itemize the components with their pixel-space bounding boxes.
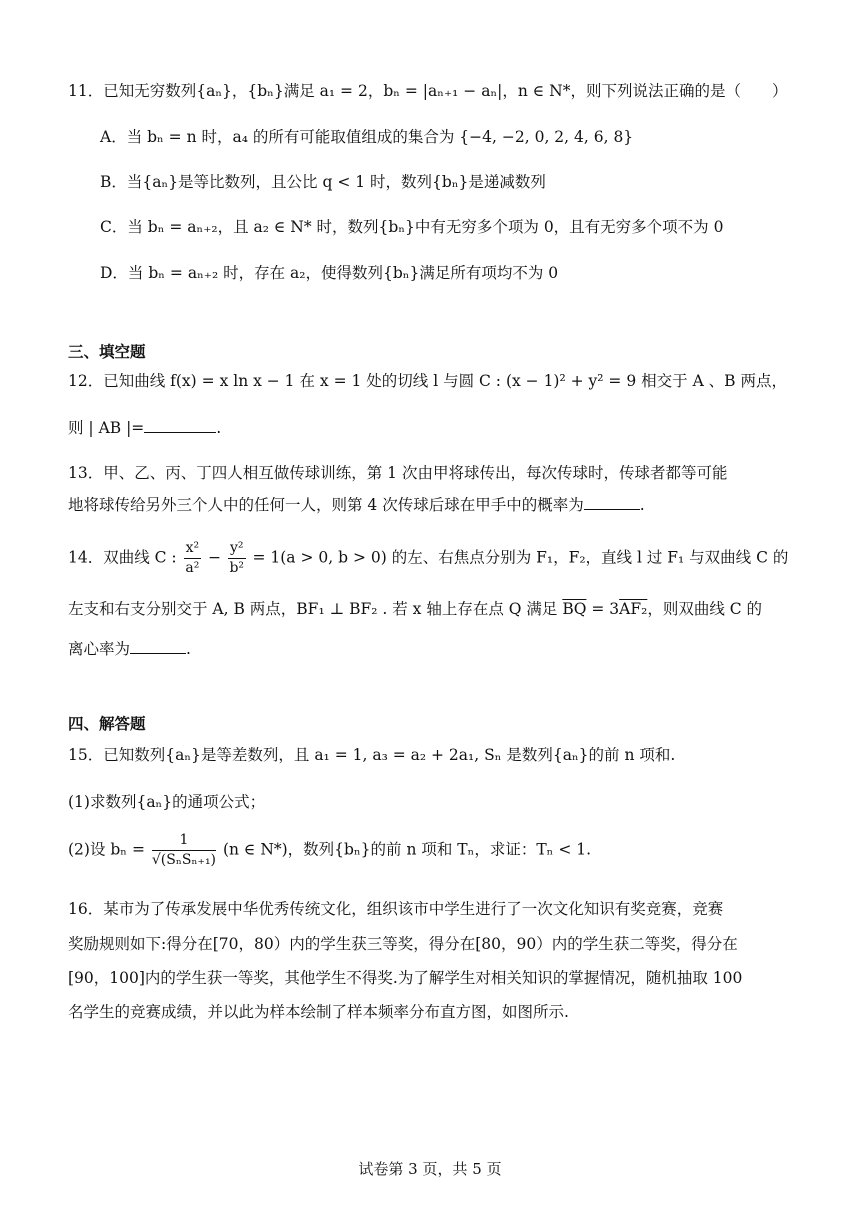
q13-line1: 13．甲、乙、丙、丁四人相互做传球训练，第 1 次由甲将球传出，每次传球时，传球者都等可能 xyxy=(68,464,728,482)
q14-fraction-y xyxy=(228,540,246,577)
q14-minus: − xyxy=(208,548,222,567)
q15-part2 xyxy=(68,832,591,869)
q15-part2-prefix: (2)设 bₙ = xyxy=(68,840,145,859)
q12-line1: 12．已知曲线 f(x) = x ln x − 1 在 x = 1 处的切线 l 与圆 C : (x − 1)² + y² = 9 相交于 A 、B 两点， xyxy=(68,372,788,390)
q16-line3: [90，100]内的学生获一等奖，其他学生不得奖.为了解学生对相关知识的掌握情况，随机抽取 100 xyxy=(68,969,743,987)
q13-line2 xyxy=(68,497,645,514)
q14-fraction-x xyxy=(184,540,202,577)
q16-line4: 名学生的竞赛成绩，并以此为样本绘制了样本频率分布直方图，如图所示. xyxy=(68,1003,569,1021)
q11-option-c: C．当 bₙ = aₙ₊₂，且 a₂ ∈ N* 时，数列{bₙ}中有无穷多个项为 0，且有无穷多个项不为 0 xyxy=(100,218,724,236)
q14-line1 xyxy=(68,540,788,577)
q15-part1: (1)求数列{aₙ}的通项公式； xyxy=(68,793,266,811)
q14-answer-blank xyxy=(130,641,186,654)
q14-line2 xyxy=(68,602,762,618)
q13-prefix: 地将球传给另外三个人中的任何一人，则第 4 次传球后球在甲手中的概率为 xyxy=(68,496,584,514)
q16-line1: 16．某市为了传承发展中华优秀传统文化，组织该市中学生进行了一次文化知识有奖竞赛，竞赛 xyxy=(68,900,724,918)
q15-fraction xyxy=(152,832,216,869)
q12-prefix: 则 | AB |= xyxy=(68,419,145,437)
q15-part2-rest: (n ∈ N*)，数列{bₙ}的前 n 项和 Tₙ，求证：Tₙ < 1. xyxy=(222,840,592,859)
q11-option-b: B．当{aₙ}是等比数列，且公比 q < 1 时，数列{bₙ}是递减数列 xyxy=(100,173,546,191)
q14-line2-end: ，则双曲线 C 的 xyxy=(647,600,763,618)
q12-line2 xyxy=(68,420,221,437)
q11-option-a: A．当 bₙ = n 时，a₄ 的所有可能取值组成的集合为 {−4, −2, 0, 2, 4, 6, 8} xyxy=(100,128,634,146)
q14-frac1-den: a² xyxy=(185,559,200,576)
q14-line3 xyxy=(68,641,191,658)
q15-frac-num: 1 xyxy=(152,832,216,851)
q14-vector-bq: $\overline{BQ}$ xyxy=(562,600,587,618)
q11-option-d: D．当 bₙ = aₙ₊₂ 时，存在 a₂，使得数列{bₙ}满足所有项均不为 0 xyxy=(100,264,559,282)
q14-frac2-num: y² xyxy=(228,540,246,559)
q16-line2: 奖励规则如下:得分在[70，80）内的学生获三等奖，得分在[80，90）内的学生获二等奖，得分在 xyxy=(68,935,738,953)
q13-answer-blank xyxy=(584,497,640,510)
section-answer-title: 四、解答题 xyxy=(68,714,146,733)
q15-frac-den: √(SₙSₙ₊₁) xyxy=(151,851,217,868)
q12-answer-blank xyxy=(144,420,216,433)
q15-line1: 15．已知数列{aₙ}是等差数列，且 a₁ = 1, a₃ = a₂ + 2a₁, Sₙ 是数列{aₙ}的前 n 项和. xyxy=(68,746,676,764)
q14-frac1-num: x² xyxy=(184,540,202,559)
q14-period: . xyxy=(186,640,191,658)
page-footer: 试卷第 3 页，共 5 页 xyxy=(358,1160,502,1178)
q14-line2-start: 左支和右支分别交于 A, B 两点，BF₁ ⊥ BF₂ . 若 x 轴上存在点 Q 满足 xyxy=(68,600,558,618)
q14-line1-rest: = 1(a > 0, b > 0) 的左、右焦点分别为 F₁，F₂，直线 l 过 F₁ 与双曲线 C 的 xyxy=(252,548,789,567)
q12-period: . xyxy=(216,419,222,437)
q14-line3-prefix: 离心率为 xyxy=(68,640,131,658)
section-fill-in-title: 三、填空题 xyxy=(68,342,146,361)
q14-vector-af2: AF₂ xyxy=(619,600,648,618)
q11-stem: 11．已知无穷数列{aₙ}，{bₙ}满足 a₁ = 2，bₙ = |aₙ₊₁ − aₙ|，n ∈ N*，则下列说法正确的是（ ） xyxy=(68,82,788,100)
q14-prefix: 14．双曲线 C : xyxy=(68,548,177,567)
q14-vector-eq: = 3 xyxy=(586,600,620,618)
q13-period: . xyxy=(639,496,645,514)
q14-frac2-den: b² xyxy=(229,559,245,576)
